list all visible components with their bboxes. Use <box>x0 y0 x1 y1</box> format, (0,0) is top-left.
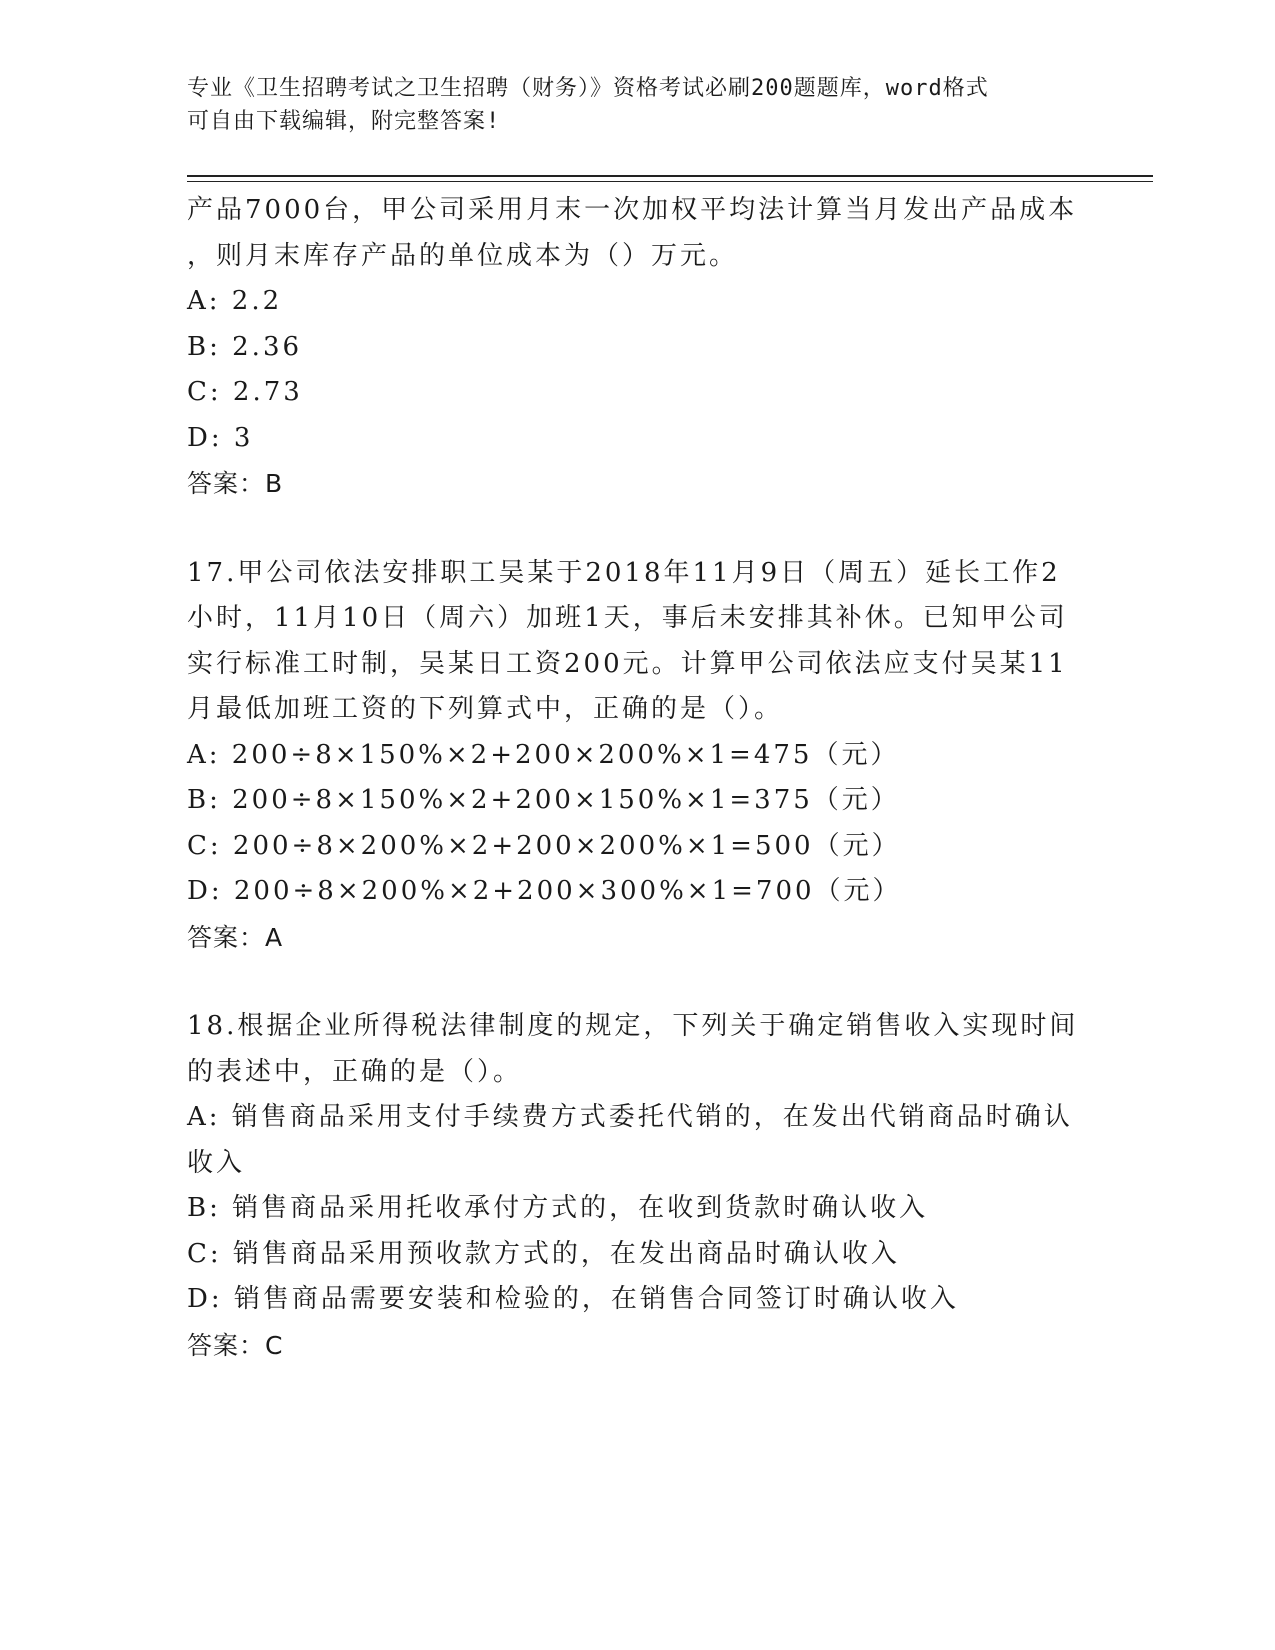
question-text: 18.根据企业所得税法律制度的规定，下列关于确定销售收入实现时间 <box>187 1011 1079 1041</box>
option-d: D: 3 <box>187 422 254 453</box>
question-text: 实行标准工时制，吴某日工资200元。计算甲公司依法应支付吴某11 <box>187 648 1068 679</box>
question-text: 的表述中，正确的是（）。 <box>187 1056 523 1087</box>
option-b: B: 2.36 <box>187 331 303 362</box>
option-b: B: 销售商品采用托收承付方式的，在收到货款时确认收入 <box>187 1193 929 1223</box>
header-divider-thin <box>187 181 1153 182</box>
option-c: C: 2.73 <box>187 377 303 407</box>
option-a: A: 200÷8×150%×2+200×200%×1=475（元） <box>187 739 900 770</box>
question-spacer <box>187 507 1087 551</box>
question-17 <box>187 551 1087 961</box>
option-a-continued: 收入 <box>187 1147 246 1178</box>
answer-label: 答案：A <box>187 922 284 952</box>
option-b: B: 200÷8×150%×2+200×150%×1=375（元） <box>187 785 900 815</box>
document-header <box>187 72 1077 138</box>
answer-label: 答案：B <box>187 469 284 498</box>
answer-label: 答案：C <box>187 1330 284 1360</box>
header-title-line-2: 可自由下载编辑，附完整答案! <box>187 109 501 134</box>
question-spacer <box>187 960 1087 1004</box>
document-body <box>187 188 1087 1368</box>
question-text: 小时，11月10日（周六）加班1天，事后未安排其补休。已知甲公司 <box>187 603 1068 633</box>
option-d: D: 销售商品需要安装和检验的，在销售合同签订时确认收入 <box>187 1284 959 1314</box>
option-d: D: 200÷8×200%×2+200×300%×1=700（元） <box>187 876 902 906</box>
header-divider-thick <box>187 175 1153 177</box>
option-a: A: 销售商品采用支付手续费方式委托代销的，在发出代销商品时确认 <box>187 1102 1073 1132</box>
question-text: 17.甲公司依法安排职工吴某于2018年11月9日（周五）延长工作2 <box>187 557 1061 588</box>
question-18 <box>187 1004 1087 1368</box>
option-a: A: 2.2 <box>187 286 283 316</box>
question-text: 月最低加班工资的下列算式中，正确的是（）。 <box>187 694 784 724</box>
question-16 <box>187 188 1087 507</box>
option-c: C: 200÷8×200%×2+200×200%×1=500（元） <box>187 830 901 861</box>
question-text: ，则月末库存产品的单位成本为（）万元。 <box>187 240 739 271</box>
option-c: C: 销售商品采用预收款方式的，在发出商品时确认收入 <box>187 1238 900 1269</box>
header-title-line-1: 专业《卫生招聘考试之卫生招聘（财务）》资格考试必刷200题题库，word格式 <box>187 76 989 101</box>
question-text: 产品7000台，甲公司采用月末一次加权平均法计算当月发出产品成本 <box>187 195 1078 225</box>
